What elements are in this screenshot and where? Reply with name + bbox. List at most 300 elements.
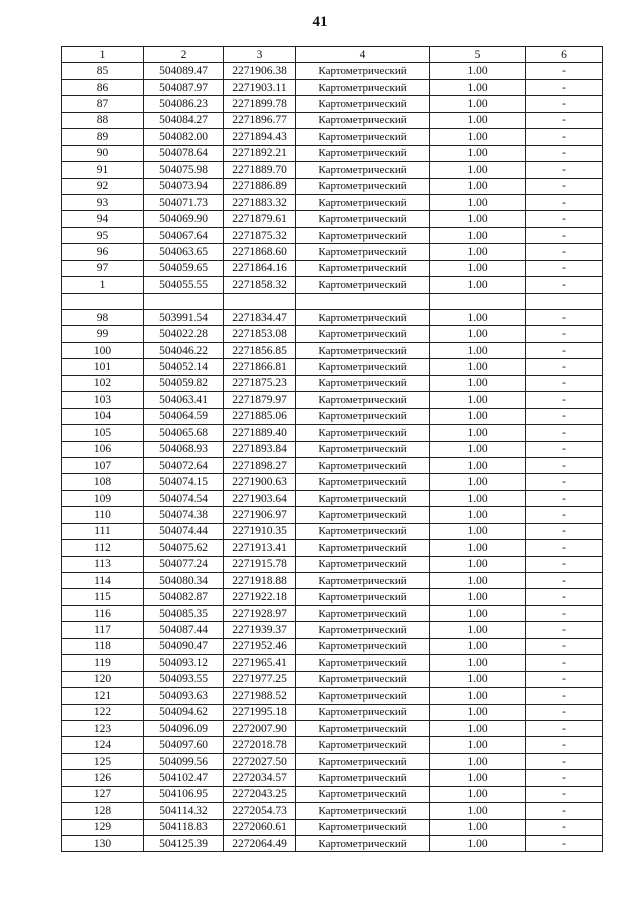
note-cell: -: [526, 227, 603, 243]
accuracy-cell: 1.00: [430, 490, 526, 506]
point-number-cell: 130: [62, 836, 144, 852]
table-row: [62, 359, 603, 375]
method-cell: Картометрический: [296, 605, 430, 621]
method-cell: Картометрический: [296, 178, 430, 194]
y-coordinate-cell: 2271889.40: [224, 425, 296, 441]
table-row: [62, 244, 603, 260]
x-coordinate-cell: 504078.64: [144, 145, 224, 161]
point-number-cell: 113: [62, 556, 144, 572]
accuracy-cell: 1.00: [430, 655, 526, 671]
x-coordinate-cell: 504074.15: [144, 474, 224, 490]
note-cell: -: [526, 507, 603, 523]
accuracy-cell: 1.00: [430, 770, 526, 786]
accuracy-cell: 1.00: [430, 556, 526, 572]
table-row: [62, 178, 603, 194]
point-number-cell: 99: [62, 326, 144, 342]
note-cell: -: [526, 178, 603, 194]
method-cell: Картометрический: [296, 227, 430, 243]
accuracy-cell: 1.00: [430, 540, 526, 556]
note-cell: -: [526, 556, 603, 572]
point-number-cell: [62, 293, 144, 309]
table-row: [62, 523, 603, 539]
y-coordinate-cell: 2271898.27: [224, 457, 296, 473]
note-cell: -: [526, 457, 603, 473]
table-row: [62, 605, 603, 621]
x-coordinate-cell: 504082.00: [144, 129, 224, 145]
point-number-cell: 120: [62, 671, 144, 687]
method-cell: Картометрический: [296, 803, 430, 819]
x-coordinate-cell: 504067.64: [144, 227, 224, 243]
y-coordinate-cell: 2272007.90: [224, 720, 296, 736]
accuracy-cell: 1.00: [430, 277, 526, 293]
x-coordinate-cell: 504077.24: [144, 556, 224, 572]
method-cell: Картометрический: [296, 770, 430, 786]
note-cell: -: [526, 392, 603, 408]
accuracy-cell: 1.00: [430, 605, 526, 621]
x-coordinate-cell: 504073.94: [144, 178, 224, 194]
x-coordinate-cell: 504064.59: [144, 408, 224, 424]
x-coordinate-cell: 503991.54: [144, 310, 224, 326]
point-number-cell: 115: [62, 589, 144, 605]
table-row: [62, 211, 603, 227]
x-coordinate-cell: 504074.44: [144, 523, 224, 539]
point-number-cell: 97: [62, 260, 144, 276]
y-coordinate-cell: 2271885.06: [224, 408, 296, 424]
x-coordinate-cell: 504118.83: [144, 819, 224, 835]
x-coordinate-cell: 504068.93: [144, 441, 224, 457]
table-row: [62, 737, 603, 753]
accuracy-cell: 1.00: [430, 638, 526, 654]
table-row: [62, 342, 603, 358]
table-row: [62, 753, 603, 769]
accuracy-cell: 1.00: [430, 342, 526, 358]
point-number-cell: 124: [62, 737, 144, 753]
method-cell: Картометрический: [296, 375, 430, 391]
note-cell: -: [526, 836, 603, 852]
table-row: [62, 326, 603, 342]
note-cell: -: [526, 540, 603, 556]
note-cell: -: [526, 605, 603, 621]
point-number-cell: 121: [62, 688, 144, 704]
accuracy-cell: 1.00: [430, 737, 526, 753]
note-cell: -: [526, 211, 603, 227]
y-coordinate-cell: 2271910.35: [224, 523, 296, 539]
accuracy-cell: 1.00: [430, 260, 526, 276]
y-coordinate-cell: 2271913.41: [224, 540, 296, 556]
table-row: [62, 655, 603, 671]
y-coordinate-cell: 2271875.32: [224, 227, 296, 243]
accuracy-cell: 1.00: [430, 457, 526, 473]
point-number-cell: 128: [62, 803, 144, 819]
y-coordinate-cell: 2271896.77: [224, 112, 296, 128]
y-coordinate-cell: 2271834.47: [224, 310, 296, 326]
x-coordinate-cell: 504093.55: [144, 671, 224, 687]
table-row: [62, 622, 603, 638]
y-coordinate-cell: 2271903.11: [224, 79, 296, 95]
method-cell: Картометрический: [296, 194, 430, 210]
table-row: [62, 260, 603, 276]
note-cell: -: [526, 819, 603, 835]
table-row: [62, 375, 603, 391]
point-number-cell: 88: [62, 112, 144, 128]
y-coordinate-cell: 2272054.73: [224, 803, 296, 819]
y-coordinate-cell: 2271875.23: [224, 375, 296, 391]
point-number-cell: 112: [62, 540, 144, 556]
table-row: [62, 227, 603, 243]
note-cell: -: [526, 622, 603, 638]
y-coordinate-cell: 2271868.60: [224, 244, 296, 260]
note-cell: -: [526, 523, 603, 539]
point-number-cell: 95: [62, 227, 144, 243]
accuracy-cell: 1.00: [430, 688, 526, 704]
table-row: [62, 540, 603, 556]
accuracy-cell: 1.00: [430, 589, 526, 605]
x-coordinate-cell: 504093.63: [144, 688, 224, 704]
note-cell: -: [526, 474, 603, 490]
accuracy-cell: 1.00: [430, 79, 526, 95]
accuracy-cell: 1.00: [430, 425, 526, 441]
x-coordinate-cell: 504090.47: [144, 638, 224, 654]
coordinates-table: [61, 46, 603, 852]
table-row: [62, 803, 603, 819]
accuracy-cell: 1.00: [430, 819, 526, 835]
x-coordinate-cell: 504086.23: [144, 96, 224, 112]
y-coordinate-cell: 2271899.78: [224, 96, 296, 112]
note-cell: -: [526, 359, 603, 375]
point-number-cell: 94: [62, 211, 144, 227]
method-cell: Картометрический: [296, 79, 430, 95]
x-coordinate-cell: 504075.98: [144, 162, 224, 178]
method-cell: Картометрический: [296, 96, 430, 112]
table-row: [62, 688, 603, 704]
x-coordinate-cell: 504096.09: [144, 720, 224, 736]
method-cell: Картометрический: [296, 474, 430, 490]
table-row: [62, 293, 603, 309]
accuracy-cell: 1.00: [430, 112, 526, 128]
method-cell: Картометрический: [296, 457, 430, 473]
y-coordinate-cell: 2271853.08: [224, 326, 296, 342]
table-row: [62, 392, 603, 408]
note-cell: -: [526, 441, 603, 457]
point-number-cell: 129: [62, 819, 144, 835]
method-cell: [296, 293, 430, 309]
accuracy-cell: 1.00: [430, 359, 526, 375]
method-cell: Картометрический: [296, 836, 430, 852]
point-number-cell: 87: [62, 96, 144, 112]
method-cell: Картометрический: [296, 573, 430, 589]
accuracy-cell: 1.00: [430, 408, 526, 424]
note-cell: -: [526, 145, 603, 161]
point-number-cell: 90: [62, 145, 144, 161]
table-row: [62, 112, 603, 128]
point-number-cell: 107: [62, 457, 144, 473]
table-body: [62, 63, 603, 852]
point-number-cell: 123: [62, 720, 144, 736]
point-number-cell: 118: [62, 638, 144, 654]
point-number-cell: 96: [62, 244, 144, 260]
point-number-cell: 103: [62, 392, 144, 408]
y-coordinate-cell: 2271939.37: [224, 622, 296, 638]
table-row: [62, 573, 603, 589]
accuracy-cell: 1.00: [430, 392, 526, 408]
x-coordinate-cell: 504055.55: [144, 277, 224, 293]
accuracy-cell: 1.00: [430, 441, 526, 457]
x-coordinate-cell: 504102.47: [144, 770, 224, 786]
y-coordinate-cell: 2271906.38: [224, 63, 296, 79]
note-cell: -: [526, 803, 603, 819]
x-coordinate-cell: 504099.56: [144, 753, 224, 769]
note-cell: -: [526, 425, 603, 441]
note-cell: -: [526, 326, 603, 342]
y-coordinate-cell: 2271856.85: [224, 342, 296, 358]
accuracy-cell: 1.00: [430, 145, 526, 161]
table-row: [62, 490, 603, 506]
method-cell: Картометрический: [296, 326, 430, 342]
x-coordinate-cell: 504106.95: [144, 786, 224, 802]
note-cell: -: [526, 671, 603, 687]
method-cell: Картометрический: [296, 589, 430, 605]
note-cell: -: [526, 63, 603, 79]
y-coordinate-cell: 2272064.49: [224, 836, 296, 852]
note-cell: -: [526, 638, 603, 654]
y-coordinate-cell: 2272043.25: [224, 786, 296, 802]
accuracy-cell: 1.00: [430, 178, 526, 194]
y-coordinate-cell: 2271879.61: [224, 211, 296, 227]
y-coordinate-cell: 2271915.78: [224, 556, 296, 572]
accuracy-cell: 1.00: [430, 244, 526, 260]
point-number-cell: 127: [62, 786, 144, 802]
point-number-cell: 116: [62, 605, 144, 621]
point-number-cell: 122: [62, 704, 144, 720]
note-cell: -: [526, 490, 603, 506]
x-coordinate-cell: 504082.87: [144, 589, 224, 605]
point-number-cell: 119: [62, 655, 144, 671]
method-cell: Картометрический: [296, 260, 430, 276]
y-coordinate-cell: 2271879.97: [224, 392, 296, 408]
method-cell: Картометрический: [296, 540, 430, 556]
y-coordinate-cell: 2271918.88: [224, 573, 296, 589]
table-row: [62, 474, 603, 490]
accuracy-cell: 1.00: [430, 523, 526, 539]
point-number-cell: 117: [62, 622, 144, 638]
y-coordinate-cell: 2271906.97: [224, 507, 296, 523]
note-cell: -: [526, 277, 603, 293]
y-coordinate-cell: 2271903.64: [224, 490, 296, 506]
point-number-cell: 86: [62, 79, 144, 95]
note-cell: -: [526, 589, 603, 605]
accuracy-cell: 1.00: [430, 326, 526, 342]
x-coordinate-cell: 504063.41: [144, 392, 224, 408]
table-row: [62, 786, 603, 802]
table-row: [62, 79, 603, 95]
y-coordinate-cell: 2271866.81: [224, 359, 296, 375]
x-coordinate-cell: 504087.44: [144, 622, 224, 638]
x-coordinate-cell: 504084.27: [144, 112, 224, 128]
method-cell: Картометрический: [296, 819, 430, 835]
table-row: [62, 457, 603, 473]
point-number-cell: 91: [62, 162, 144, 178]
note-cell: -: [526, 704, 603, 720]
note-cell: -: [526, 770, 603, 786]
accuracy-cell: 1.00: [430, 129, 526, 145]
method-cell: Картометрический: [296, 162, 430, 178]
method-cell: Картометрический: [296, 671, 430, 687]
table-row: [62, 194, 603, 210]
column-header: 5: [430, 47, 526, 63]
column-header: 2: [144, 47, 224, 63]
accuracy-cell: 1.00: [430, 375, 526, 391]
point-number-cell: 89: [62, 129, 144, 145]
point-number-cell: 114: [62, 573, 144, 589]
accuracy-cell: 1.00: [430, 310, 526, 326]
y-coordinate-cell: 2271900.63: [224, 474, 296, 490]
table-row: [62, 704, 603, 720]
accuracy-cell: 1.00: [430, 720, 526, 736]
x-coordinate-cell: 504125.39: [144, 836, 224, 852]
y-coordinate-cell: 2271977.25: [224, 671, 296, 687]
note-cell: -: [526, 573, 603, 589]
y-coordinate-cell: 2271952.46: [224, 638, 296, 654]
x-coordinate-cell: 504074.38: [144, 507, 224, 523]
x-coordinate-cell: 504087.97: [144, 79, 224, 95]
point-number-cell: 98: [62, 310, 144, 326]
accuracy-cell: 1.00: [430, 753, 526, 769]
point-number-cell: 93: [62, 194, 144, 210]
table-row: [62, 441, 603, 457]
accuracy-cell: 1.00: [430, 194, 526, 210]
accuracy-cell: 1.00: [430, 803, 526, 819]
note-cell: -: [526, 112, 603, 128]
column-header: 1: [62, 47, 144, 63]
method-cell: Картометрический: [296, 277, 430, 293]
method-cell: Картометрический: [296, 507, 430, 523]
x-coordinate-cell: 504071.73: [144, 194, 224, 210]
y-coordinate-cell: 2271886.89: [224, 178, 296, 194]
y-coordinate-cell: 2271864.16: [224, 260, 296, 276]
page-number: 41: [312, 14, 328, 30]
x-coordinate-cell: 504065.68: [144, 425, 224, 441]
y-coordinate-cell: 2271894.43: [224, 129, 296, 145]
note-cell: -: [526, 753, 603, 769]
method-cell: Картометрический: [296, 112, 430, 128]
accuracy-cell: 1.00: [430, 786, 526, 802]
x-coordinate-cell: 504089.47: [144, 63, 224, 79]
method-cell: Картометрический: [296, 622, 430, 638]
x-coordinate-cell: 504093.12: [144, 655, 224, 671]
method-cell: Картометрический: [296, 655, 430, 671]
point-number-cell: 92: [62, 178, 144, 194]
y-coordinate-cell: 2272034.57: [224, 770, 296, 786]
note-cell: -: [526, 162, 603, 178]
note-cell: -: [526, 79, 603, 95]
accuracy-cell: 1.00: [430, 211, 526, 227]
method-cell: Картометрический: [296, 441, 430, 457]
note-cell: -: [526, 260, 603, 276]
y-coordinate-cell: 2272027.50: [224, 753, 296, 769]
table-row: [62, 671, 603, 687]
accuracy-cell: 1.00: [430, 573, 526, 589]
accuracy-cell: [430, 293, 526, 309]
table-row: [62, 556, 603, 572]
point-number-cell: 100: [62, 342, 144, 358]
note-cell: -: [526, 129, 603, 145]
note-cell: -: [526, 375, 603, 391]
method-cell: Картометрический: [296, 638, 430, 654]
accuracy-cell: 1.00: [430, 227, 526, 243]
table-row: [62, 408, 603, 424]
note-cell: -: [526, 310, 603, 326]
table-row: [62, 96, 603, 112]
note-cell: -: [526, 194, 603, 210]
point-number-cell: 1: [62, 277, 144, 293]
table-row: [62, 63, 603, 79]
table-row: [62, 425, 603, 441]
table-row: [62, 836, 603, 852]
table-row: [62, 638, 603, 654]
x-coordinate-cell: 504052.14: [144, 359, 224, 375]
point-number-cell: 101: [62, 359, 144, 375]
method-cell: Картометрический: [296, 392, 430, 408]
y-coordinate-cell: [224, 293, 296, 309]
x-coordinate-cell: 504069.90: [144, 211, 224, 227]
accuracy-cell: 1.00: [430, 162, 526, 178]
method-cell: Картометрический: [296, 63, 430, 79]
x-coordinate-cell: 504074.54: [144, 490, 224, 506]
point-number-cell: 110: [62, 507, 144, 523]
y-coordinate-cell: 2272018.78: [224, 737, 296, 753]
x-coordinate-cell: 504063.65: [144, 244, 224, 260]
y-coordinate-cell: 2271922.18: [224, 589, 296, 605]
x-coordinate-cell: 504097.60: [144, 737, 224, 753]
method-cell: Картометрический: [296, 786, 430, 802]
x-coordinate-cell: 504080.34: [144, 573, 224, 589]
note-cell: -: [526, 408, 603, 424]
x-coordinate-cell: 504046.22: [144, 342, 224, 358]
y-coordinate-cell: 2271889.70: [224, 162, 296, 178]
x-coordinate-cell: 504075.62: [144, 540, 224, 556]
point-number-cell: 109: [62, 490, 144, 506]
note-cell: -: [526, 655, 603, 671]
method-cell: Картометрический: [296, 129, 430, 145]
note-cell: [526, 293, 603, 309]
method-cell: Картометрический: [296, 359, 430, 375]
table-header-row: [62, 47, 603, 63]
method-cell: Картометрический: [296, 704, 430, 720]
method-cell: Картометрический: [296, 556, 430, 572]
table-row: [62, 770, 603, 786]
method-cell: Картометрический: [296, 145, 430, 161]
column-header: 6: [526, 47, 603, 63]
y-coordinate-cell: 2271893.84: [224, 441, 296, 457]
method-cell: Картометрический: [296, 310, 430, 326]
table-row: [62, 162, 603, 178]
point-number-cell: 108: [62, 474, 144, 490]
method-cell: Картометрический: [296, 737, 430, 753]
table-row: [62, 310, 603, 326]
note-cell: -: [526, 342, 603, 358]
point-number-cell: 111: [62, 523, 144, 539]
method-cell: Картометрический: [296, 425, 430, 441]
x-coordinate-cell: 504059.82: [144, 375, 224, 391]
accuracy-cell: 1.00: [430, 474, 526, 490]
accuracy-cell: 1.00: [430, 96, 526, 112]
point-number-cell: 105: [62, 425, 144, 441]
table-row: [62, 720, 603, 736]
note-cell: -: [526, 786, 603, 802]
y-coordinate-cell: 2271965.41: [224, 655, 296, 671]
x-coordinate-cell: 504022.28: [144, 326, 224, 342]
note-cell: -: [526, 720, 603, 736]
